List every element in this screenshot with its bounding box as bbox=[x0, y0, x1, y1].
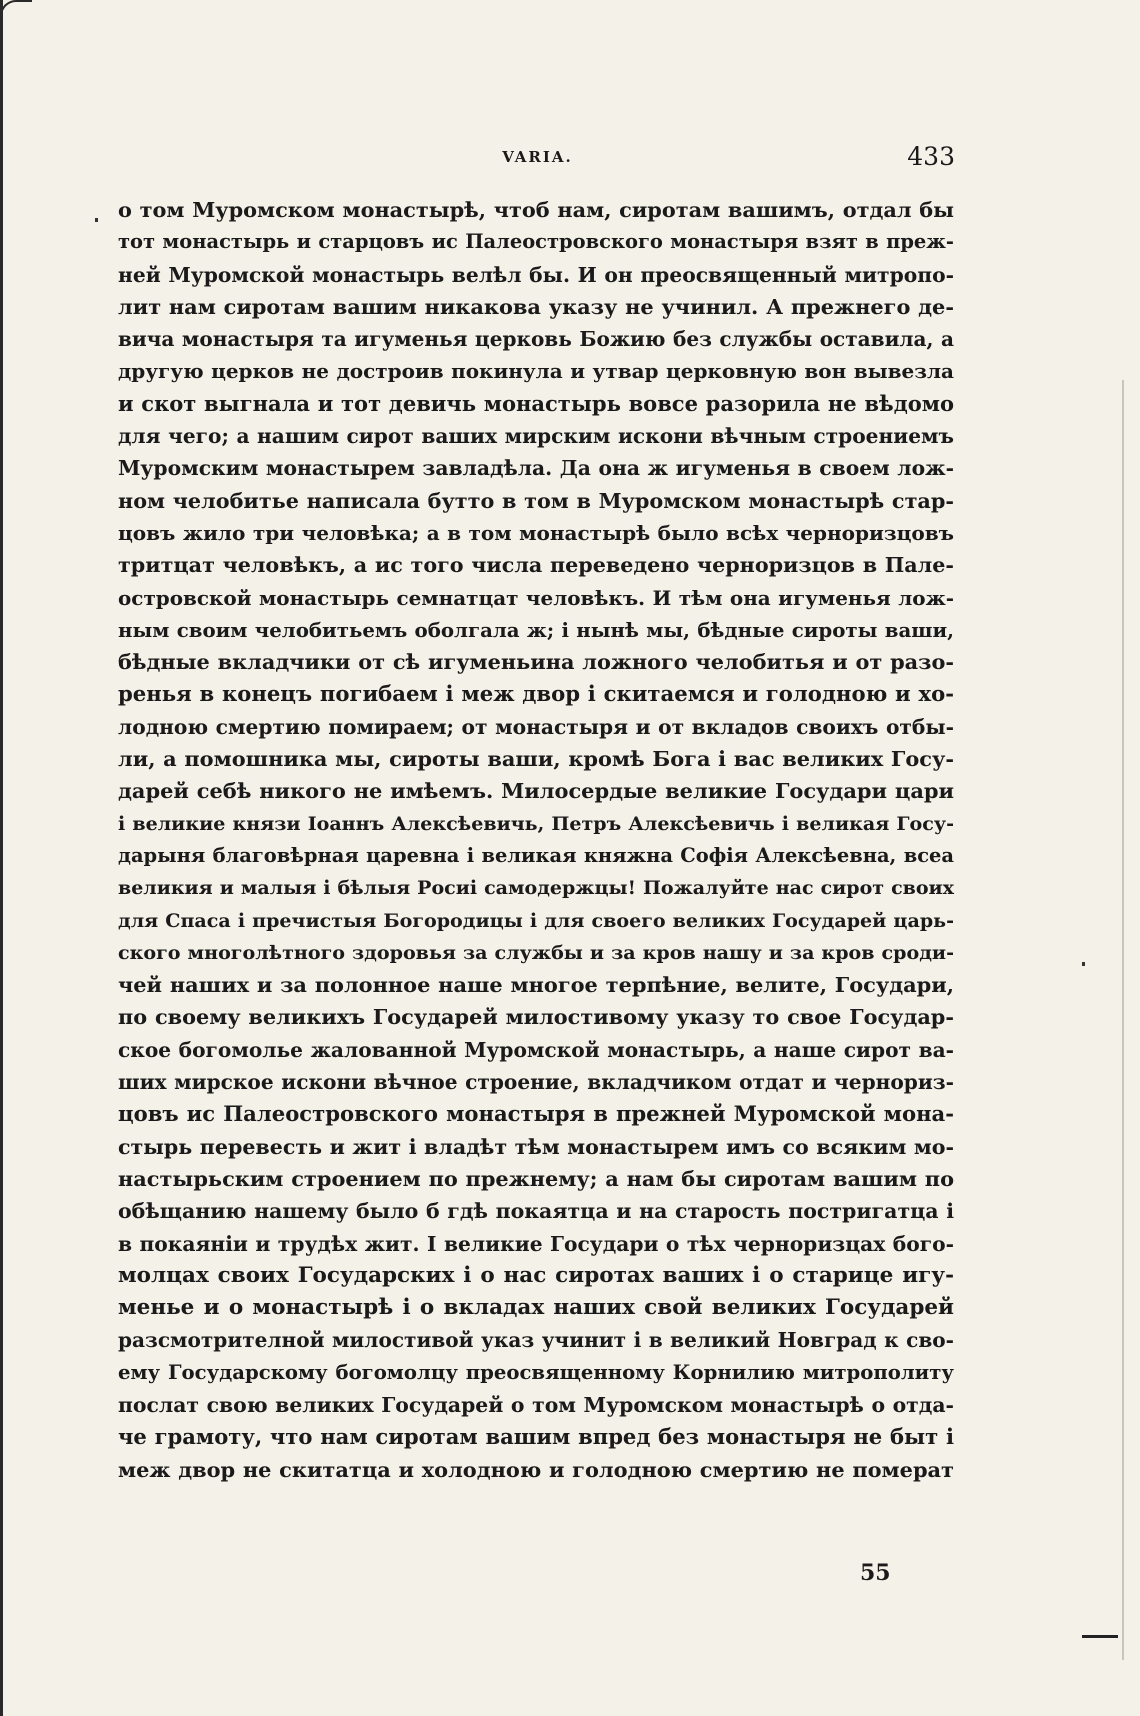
text-line: і великие князи Іоаннъ Алексѣевичь, Петръ Алексѣевичь і великая Госу- bbox=[118, 812, 954, 835]
right-margin-rule bbox=[1122, 380, 1124, 1660]
text-line: островской монастырь семнатцат человѣкъ. И тѣм она игуменья лож- bbox=[118, 585, 954, 610]
text-line: и скот выгнала и тот девичь монастырь вовсе разорила не вѣдомо bbox=[118, 390, 954, 416]
text-line: че грамоту, что нам сиротам вашим впред без монастыря не быт і bbox=[118, 1424, 954, 1450]
text-line: ское богомолье жалованной Муромской монастырь, а наше сирот ва- bbox=[118, 1037, 954, 1062]
page-header bbox=[120, 142, 955, 172]
margin-dot bbox=[95, 218, 98, 222]
text-line: цовъ ис Палеостровского монастыря в прежней Муромской мона- bbox=[118, 1101, 954, 1127]
signature-mark: 55 bbox=[860, 1560, 891, 1586]
text-line: ренья в конецъ погибаем і меж двор і скитаемся и голодною и хо- bbox=[118, 681, 954, 707]
text-line: тритцат человѣкъ, а ис того числа переведено черноризцов в Пале- bbox=[118, 553, 954, 578]
text-line: Муромским монастырем завладѣла. Да она ж игуменья в своем лож- bbox=[118, 456, 954, 481]
text-line: послат свою великих Государей о том Муромском монастырѣ о отда- bbox=[118, 1392, 954, 1417]
text-line: дарей себѣ никого не имѣемъ. Милосердые великие Государи цари bbox=[118, 778, 954, 804]
text-line: настырьским строением по прежнему; а нам бы сиротам вашим по bbox=[118, 1165, 954, 1191]
text-line: меж двор не скитатца и холодною и голодною смертию не померат bbox=[118, 1456, 954, 1482]
text-line: менье и о монастырѣ і о вкладах наших свой великих Государей bbox=[118, 1295, 954, 1321]
text-line: бѣдные вкладчики от сѣ игуменьина ложного челобитья и от разо- bbox=[118, 649, 954, 675]
text-line: ным своим челобитьемъ оболгала ж; і нынѣ мы, бѣдные сироты ваши, bbox=[118, 617, 954, 642]
text-line: обѣщанию нашему было б гдѣ покаятца и на старость постригатца і bbox=[118, 1199, 954, 1224]
text-line: молцах своих Государских і о нас сиротах ваших і о старице игу- bbox=[118, 1262, 954, 1288]
text-line: ном челобитье написала бутто в том в Муромском монастырѣ стар- bbox=[118, 488, 954, 513]
text-line: лодною смертию помираем; от монастыря и от вкладов своихъ отбы- bbox=[118, 714, 954, 739]
text-line: вича монастыря та игуменья церковь Божию без службы оставила, а bbox=[118, 327, 954, 352]
text-line: ского многолѣтного здоровья за службы и за кров нашу и за кров сроди- bbox=[118, 940, 954, 964]
body-text bbox=[118, 194, 954, 1486]
right-margin-dash bbox=[1082, 1635, 1118, 1638]
text-line: лит нам сиротам вашим никакова указу не учинил. А прежнего де- bbox=[118, 293, 954, 319]
text-line: другую церков не достроив покинула и утвар церковную вон вывезла bbox=[118, 359, 954, 384]
text-line: великия и малыя і бѣлыя Росиі самодержцы! Пожалуйте нас сирот своих bbox=[118, 877, 954, 900]
text-line: ших мирское искони вѣчное строение, вкладчиком отдат и чернориз- bbox=[118, 1070, 954, 1095]
running-head: VARIA. bbox=[502, 148, 573, 166]
text-line: тот монастырь и старцовъ ис Палеостровского монастыря взят в преж- bbox=[118, 230, 954, 254]
text-line: ему Государскому богомолцу преосвященному Корнилию митрополиту bbox=[118, 1360, 954, 1384]
text-line: в покаяніи и трудѣх жит. І великие Государи о тѣх черноризцах бого- bbox=[118, 1231, 954, 1256]
text-line: по своему великихъ Государей милостивому указу то свое Государ- bbox=[118, 1004, 954, 1030]
text-line: разсмотрителной милостивой указ учинит і в великий Новград к сво- bbox=[118, 1328, 954, 1353]
text-line: стырь перевесть и жит і владѣт тѣм монастырем имъ со всяким мо- bbox=[118, 1134, 954, 1159]
text-line: ли, а помошника мы, сироты ваши, кромѣ Бога і вас великих Госу- bbox=[118, 746, 954, 772]
text-line: для чего; а нашим сирот ваших мирским искони вѣчным строениемъ bbox=[118, 424, 954, 449]
text-line: дарыня благовѣрная царевна і великая княжна Софія Алексѣевна, всеа bbox=[118, 843, 954, 867]
text-line: цовъ жило три человѣка; а в том монастырѣ было всѣх черноризцовъ bbox=[118, 520, 954, 545]
margin-dot bbox=[1082, 962, 1085, 966]
text-line: чей наших и за полонное наше многое терпѣние, велите, Государи, bbox=[118, 972, 954, 998]
text-line: о том Муромском монастырѣ, чтоб нам, сиротам вашимъ, отдал бы bbox=[118, 197, 954, 222]
text-line: ней Муромской монастырь велѣл бы. И он преосвященный митропо- bbox=[118, 262, 954, 287]
text-line: для Спаса і пречистыя Богородицы і для своего великих Государей царь- bbox=[118, 909, 954, 932]
page-number: 433 bbox=[907, 142, 955, 171]
page-left-edge bbox=[0, 0, 3, 1716]
page-top-curl bbox=[0, 0, 32, 16]
